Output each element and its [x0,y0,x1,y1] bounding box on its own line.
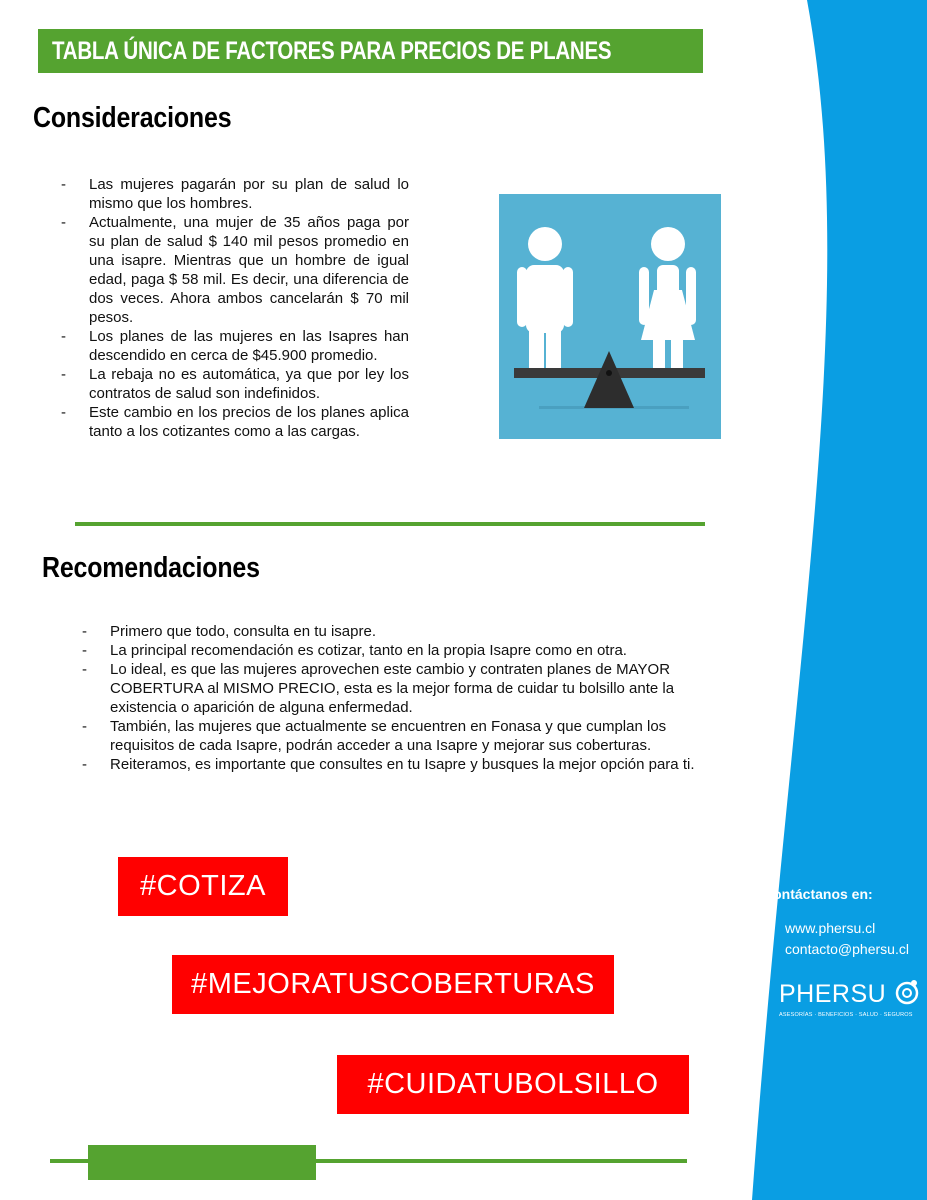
list-item: - Reiteramos, es importante que consultes en tu Isapre y busques la mejor opción para ti. [82,756,695,773]
contact-website[interactable]: www.phersu.cl [766,918,909,939]
hashtag-mejoratuscoberturas: #MEJORATUSCOBERTURAS [172,955,614,1014]
brand-logo-block [779,978,921,1018]
sidebar-background [752,0,927,1200]
brand-name: PHERSU [779,980,887,1008]
contact-heading: Contáctanos en: [763,886,873,902]
phersu-logo-icon [893,978,921,1011]
page-title: TABLA ÚNICA DE FACTORES PARA PRECIOS DE PLANES [52,37,612,65]
contact-email[interactable]: contacto@phersu.cl [766,939,909,960]
list-item: - La principal recomendación es cotizar, tanto en la propia Isapre como en otra. [82,642,627,659]
hashtag-cotiza: #COTIZA [118,857,288,916]
list-item: - Este cambio en los precios de los planes aplica tanto a los cotizantes como a las cargas. [61,404,409,440]
list-item: - Los planes de las mujeres en las Isapres han descendido en cerca de $45.900 promedio. [61,328,409,364]
bullet-dot [766,926,771,931]
list-item: - La rebaja no es automática, ya que por ley los contratos de salud son indefinidos. [61,366,409,402]
bullet-dot [766,947,771,952]
consideraciones-list [61,175,409,441]
recomendaciones-title: Recomendaciones [42,552,260,584]
sidebar-panel [752,0,927,1200]
list-item: - También, las mujeres que actualmente se encuentren en Fonasa y que cumplan los requisitos de cada Isapre, podrán acceder a una Isapre y mejorar sus coberturas. [82,718,667,754]
hashtag-cuidatubolsillo: #CUIDATUBOLSILLO [337,1055,689,1114]
brand-tagline: ASESORÍAS · BENEFICIOS · SALUD · SEGUROS [779,1012,913,1018]
header-banner [38,29,703,73]
list-item: - Actualmente, una mujer de 35 años paga por su plan de salud $ 140 mil pesos promedio en una isapre. Mientras que un hombre de igual edad, paga $ 58 mil. Es decir, una diferencia de dos veces. Ahora ambos cancelarán $ 70 mil pesos. [61,214,409,326]
list-item: - Lo ideal, es que las mujeres aprovechen este cambio y contraten planes de MAYOR COBERTURA al MISMO PRECIO, esta es la mejor forma de cuidar tu bolsillo ante la existencia o aparición de alguna enfermedad. [82,661,675,716]
list-item: - Las mujeres pagarán por su plan de salud lo mismo que los hombres. [61,176,409,212]
list-item: - Primero que todo, consulta en tu isapre. [82,623,376,640]
recomendaciones-list [82,622,714,774]
consideraciones-title: Consideraciones [33,102,232,134]
gender-equality-scale-icon [499,194,721,439]
footer-accent-block [88,1145,316,1180]
section-divider [75,522,705,526]
contact-list [766,918,909,960]
